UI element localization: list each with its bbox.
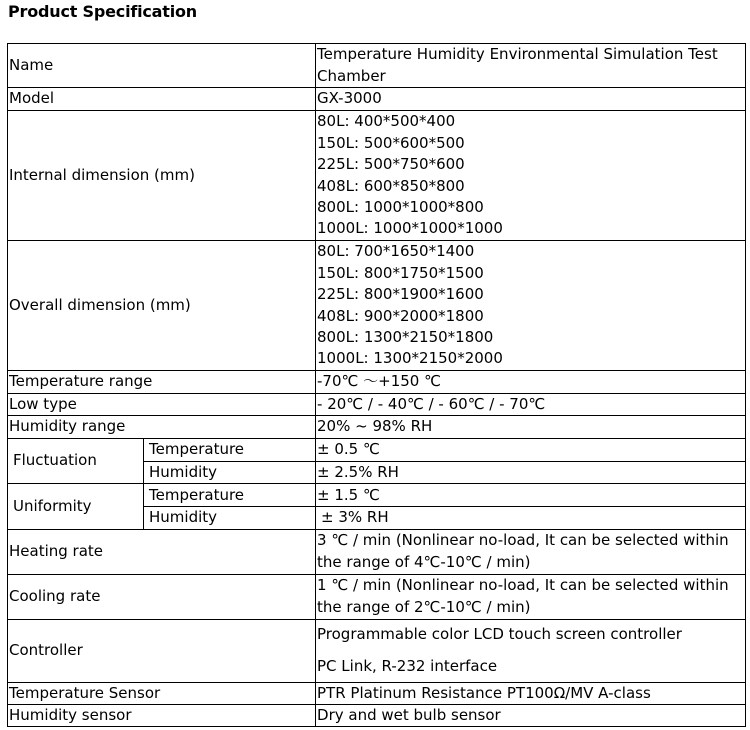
table-row: [8, 394, 746, 416]
heating-rate-value: 3 ℃ / min (Nonlinear no-load, It can be selected within the range of 4℃-10℃ / min): [316, 529, 746, 574]
table-row: [8, 241, 746, 371]
list-item: 150L: 500*600*500: [317, 133, 465, 152]
list-item: 225L: 500*750*600: [317, 155, 465, 174]
temperature-sensor-value: PTR Platinum Resistance PT100Ω/MV A-class: [316, 682, 746, 704]
list-item: 80L: 400*500*400: [317, 112, 456, 131]
humidity-sensor-label: Humidity sensor: [8, 705, 316, 727]
spec-table: [7, 43, 746, 727]
page-title: Product Specification: [8, 2, 197, 21]
table-row: [8, 88, 746, 111]
model-label: Model: [8, 88, 316, 111]
table-row: [8, 371, 746, 394]
heating-rate-label: Heating rate: [8, 529, 316, 574]
table-row: [8, 438, 746, 461]
list-item: 1000L: 1300*2150*2000: [317, 349, 503, 368]
uniformity-humidity-label: Humidity: [144, 507, 316, 529]
uniformity-temperature-value: ± 1.5 ℃: [316, 484, 746, 507]
temperature-range-value: -70℃ ～+150 ℃: [316, 371, 746, 394]
internal-dimension-label: Internal dimension (mm): [8, 111, 316, 241]
list-item: 150L: 800*1750*1500: [317, 263, 484, 282]
table-row: [8, 682, 746, 704]
cooling-rate-value: 1 ℃ / min (Nonlinear no-load, It can be selected within the range of 2℃-10℃ / min): [316, 574, 746, 619]
overall-dimension-values: [316, 241, 746, 371]
list-item: 408L: 600*850*800: [317, 176, 465, 195]
uniformity-label: Uniformity: [8, 484, 144, 529]
fluctuation-temperature-value: ± 0.5 ℃: [316, 438, 746, 461]
list-item: 1000L: 1000*1000*1000: [317, 219, 503, 238]
internal-dimension-values: [316, 111, 746, 241]
controller-value-primary: Programmable color LCD touch screen controller: [316, 619, 746, 651]
table-row: [8, 484, 746, 507]
list-item: 225L: 800*1900*1600: [317, 285, 484, 304]
humidity-range-label: Humidity range: [8, 416, 316, 438]
list-item: 408L: 900*2000*1800: [317, 306, 484, 325]
table-row: [8, 44, 746, 88]
low-type-label: Low type: [8, 394, 316, 416]
temperature-range-label: Temperature range: [8, 371, 316, 394]
overall-dimension-label: Overall dimension (mm): [8, 241, 316, 371]
uniformity-humidity-value: ± 3% RH: [316, 507, 746, 529]
humidity-range-value: 20% ~ 98% RH: [316, 416, 746, 438]
fluctuation-humidity-label: Humidity: [144, 461, 316, 483]
fluctuation-humidity-value: ± 2.5% RH: [316, 461, 746, 483]
name-label: Name: [8, 44, 316, 88]
table-row: [8, 619, 746, 651]
table-row: [8, 574, 746, 619]
humidity-sensor-value: Dry and wet bulb sensor: [316, 705, 746, 727]
table-row: [8, 416, 746, 438]
name-value: Temperature Humidity Environmental Simulation Test Chamber: [316, 44, 746, 88]
fluctuation-temperature-label: Temperature: [144, 438, 316, 461]
table-row: [8, 529, 746, 574]
list-item: 80L: 700*1650*1400: [317, 242, 475, 261]
controller-label: Controller: [8, 619, 316, 682]
list-item: 800L: 1300*2150*1800: [317, 327, 494, 346]
temperature-sensor-label: Temperature Sensor: [8, 682, 316, 704]
low-type-value: - 20℃ / - 40℃ / - 60℃ / - 70℃: [316, 394, 746, 416]
model-value: GX-3000: [316, 88, 746, 111]
list-item: 800L: 1000*1000*800: [317, 197, 484, 216]
controller-value-secondary: PC Link, R-232 interface: [316, 651, 746, 682]
fluctuation-label: Fluctuation: [8, 438, 144, 483]
table-row: [8, 705, 746, 727]
table-row: [8, 111, 746, 241]
uniformity-temperature-label: Temperature: [144, 484, 316, 507]
cooling-rate-label: Cooling rate: [8, 574, 316, 619]
